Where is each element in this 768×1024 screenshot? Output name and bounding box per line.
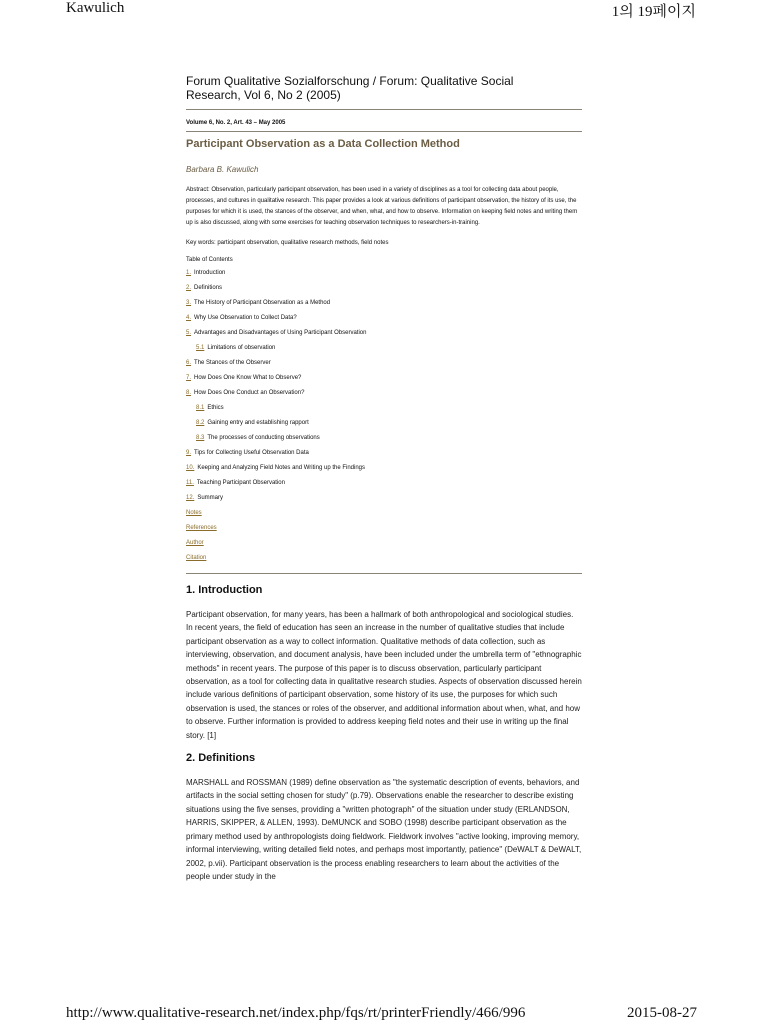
print-footer-url: http://www.qualitative-research.net/index.php/fqs/rt/printerFriendly/466/996 <box>66 1005 526 1021</box>
citation-link[interactable]: Citation <box>186 555 207 561</box>
toc-item-label: How Does One Know What to Observe? <box>194 375 302 381</box>
divider <box>186 573 582 574</box>
toc-item-number[interactable]: 11. <box>186 480 194 486</box>
journal-title-line1: Forum Qualitative Sozialforschung / Forum: Qualitative Social <box>186 74 514 88</box>
print-header-title: Kawulich <box>66 0 125 16</box>
toc-item[interactable] <box>186 374 582 389</box>
toc-item-number[interactable]: 2. <box>186 285 192 291</box>
toc-item-label: Ethics <box>207 405 224 411</box>
toc-link-item[interactable] <box>186 509 582 524</box>
journal-title-line2: Research, Vol 6, No 2 (2005) <box>186 88 341 102</box>
toc-item-label: Advantages and Disadvantages of Using Participant Observation <box>194 330 367 336</box>
abstract: Abstract: Observation, particularly participant observation, has been used in a variety of disciplines as a tool for collecting data about people, processes, and cultures in qualitative research. This paper provides a look at various definitions of participant observation, the history of its use, the purposes for which it is used, the stances of the observer, and when, what, and how to observe. Information on keeping field notes and writing them up is also discussed, along with some exercises for teaching observation techniques to researchers-in-training. <box>186 187 578 226</box>
toc-item-number[interactable]: 8.3 <box>196 435 205 441</box>
toc-item[interactable] <box>186 494 582 509</box>
section-heading: 1. Introduction <box>186 584 263 596</box>
toc-item-label: Introduction <box>194 270 226 276</box>
print-header-page-count: 1의 19페이지 <box>611 4 696 20</box>
toc-item-number[interactable]: 1. <box>186 270 192 276</box>
toc-link-item[interactable] <box>186 539 582 554</box>
toc-item-number[interactable]: 12. <box>186 495 195 501</box>
section-paragraph: Participant observation, for many years, has been a hallmark of both anthropological and sociological studies. In recent years, the field of education has seen an increase in the number of qualitative studies that include participant observation as a way to collect information. Qualitative methods of data collection, such as interviewing, observation, and document analysis, have been included under the umbrella term of "ethnographic methods" in recent years. The purpose of this paper is to discuss observation, particularly participant observation, as a tool for collecting data in qualitative research studies. Aspects of observation discussed herein include various definitions of participant observation, some history of its use, the purposes for which such observation is used, the stances or roles of the observer, and additional information about when, what, and how to observe. Further information is provided to address keeping field notes and their use in writing up the final story. [1] <box>186 610 582 740</box>
toc-item-number[interactable]: 5. <box>186 330 192 336</box>
toc-item-label: The Stances of the Observer <box>194 360 271 366</box>
section-paragraph: MARSHALL and ROSSMAN (1989) define observation as "the systematic description of events, behaviors, and artifacts in the social setting chosen for study" (p.79). Observations enable the researcher to describe existing situations using the five senses, providing a "written photograph" of the situation under study (ERLANDSON, HARRIS, SKIPPER, & ALLEN, 1993). DeMUNCK and SOBO (1998) describe participant observation as the primary method used by anthropologists doing fieldwork. Fieldwork involves "active looking, improving memory, informal interviewing, writing detailed field notes, and perhaps most importantly, patience" (DeWALT & DeWALT, 2002, p.vii). Participant observation is the process enabling researchers to learn about the activities of the people under study in the <box>186 778 582 881</box>
article-author: Barbara B. Kawulich <box>186 165 259 174</box>
section-heading: 2. Definitions <box>186 752 256 765</box>
toc-item[interactable] <box>186 359 582 374</box>
toc-subitem[interactable] <box>186 434 582 449</box>
toc-item[interactable] <box>186 479 582 494</box>
toc-item-label: The History of Participant Observation as a Method <box>194 300 331 306</box>
toc-item[interactable] <box>186 284 582 299</box>
print-footer-date: 2015-08-27 <box>627 1005 697 1021</box>
toc-link-item[interactable] <box>186 524 582 539</box>
toc-item[interactable] <box>186 389 582 404</box>
toc-item-label: Teaching Participant Observation <box>196 480 285 486</box>
toc-item-label: Summary <box>197 495 224 501</box>
toc-item-number[interactable]: 6. <box>186 360 192 366</box>
article-title: Participant Observation as a Data Collection Method <box>186 138 460 150</box>
toc-item-number[interactable]: 5.1 <box>196 345 205 351</box>
journal-title <box>186 74 582 102</box>
toc-item[interactable] <box>186 269 582 284</box>
toc-item[interactable] <box>186 449 582 464</box>
toc-title: Table of Contents <box>186 257 233 263</box>
article-page <box>186 74 582 883</box>
toc-item-label: Definitions <box>194 285 223 291</box>
toc-item-number[interactable]: 7. <box>186 375 192 381</box>
divider <box>186 109 582 110</box>
toc-item-number[interactable]: 4. <box>186 315 192 321</box>
article-meta: Volume 6, No. 2, Art. 43 – May 2005 <box>186 120 286 126</box>
toc-item-label: Keeping and Analyzing Field Notes and Writing up the Findings <box>197 465 366 471</box>
toc-item[interactable] <box>186 464 582 479</box>
toc-link-item[interactable] <box>186 554 582 569</box>
toc-subitem[interactable] <box>186 419 582 434</box>
toc-item[interactable] <box>186 314 582 329</box>
toc-subitem[interactable] <box>186 404 582 419</box>
toc-item-number[interactable]: 10. <box>186 465 195 471</box>
toc-item-label: Why Use Observation to Collect Data? <box>194 315 297 321</box>
toc-item-label: How Does One Conduct an Observation? <box>194 390 305 396</box>
table-of-contents <box>186 269 582 569</box>
toc-item-number[interactable]: 8. <box>186 390 192 396</box>
toc-item[interactable] <box>186 329 582 344</box>
toc-item-number[interactable]: 9. <box>186 450 192 456</box>
toc-item-label: Gaining entry and establishing rapport <box>207 420 309 426</box>
author-link[interactable]: Author <box>186 540 204 546</box>
toc-item-label: Limitations of observation <box>207 345 276 351</box>
keywords: Key words: participant observation, qualitative research methods, field notes <box>186 240 389 246</box>
toc-item-label: Tips for Collecting Useful Observation Data <box>194 450 309 456</box>
notes-link[interactable]: Notes <box>186 510 202 516</box>
toc-item-number[interactable]: 8.1 <box>196 405 205 411</box>
toc-item-number[interactable]: 8.2 <box>196 420 205 426</box>
toc-item-number[interactable]: 3. <box>186 300 192 306</box>
toc-item-label: The processes of conducting observations <box>207 435 320 441</box>
toc-subitem[interactable] <box>186 344 582 359</box>
references-link[interactable]: References <box>186 525 217 531</box>
divider <box>186 131 582 132</box>
toc-item[interactable] <box>186 299 582 314</box>
